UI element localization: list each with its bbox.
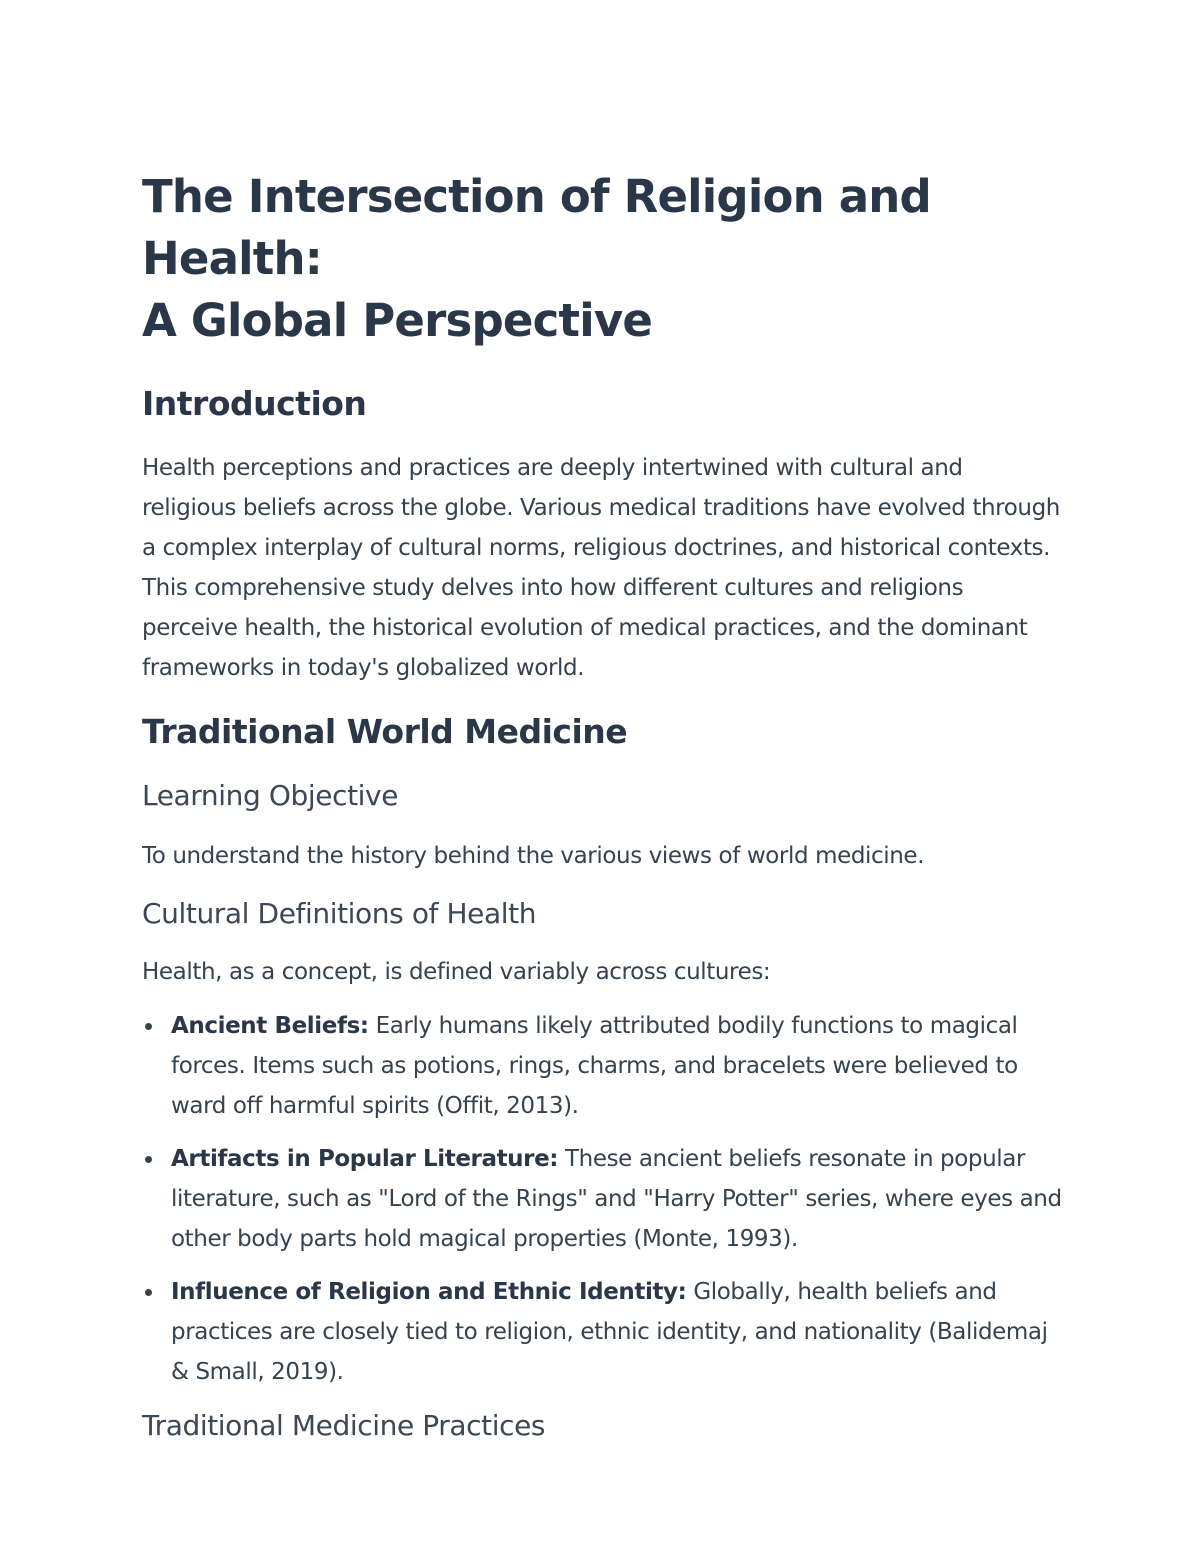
introduction-paragraph: Health perceptions and practices are deeply intertwined with cultural and religious beliefs across the globe. Various medical traditions have evolved through a complex interplay of cultural norms, religious doctrines, and historical contexts. This comprehensive study delves into how different cultures and religions perceive health, the historical evolution of medical practices, and the dominant frameworks in today's globalized world. [142,455,1060,681]
list-item [171,1272,1062,1392]
list-item-term: Artifacts in Popular Literature: [171,1146,559,1172]
learning-objective-text: To understand the history behind the various views of world medicine. [142,843,925,869]
list-item [171,1006,1062,1126]
list-item-text: Globally, health beliefs and practices are closely tied to religion, ethnic identity, and nationality (Balidemaj & Small, 2019). [171,1279,1048,1385]
list-item-text: Early humans likely attributed bodily functions to magical forces. Items such as potions, rings, charms, and bracelets were believed to ward off harmful spirits (Offit, 2013). [171,1013,1018,1119]
traditional-practices-heading: Traditional Medicine Practices [142,1409,546,1442]
introduction-heading: Introduction [142,384,367,423]
bullet-icon [145,1289,152,1296]
cultural-definitions-list [142,1006,1062,1392]
cultural-definitions-heading: Cultural Definitions of Health [142,897,537,930]
traditional-world-medicine-heading: Traditional World Medicine [142,712,628,751]
document-title [142,166,1062,352]
list-item-text: These ancient beliefs resonate in popular literature, such as "Lord of the Rings" and "Harry Potter" series, where eyes and other body parts hold magical properties (Monte, 1993). [171,1146,1062,1252]
learning-objective-heading: Learning Objective [142,779,399,812]
document-page [142,166,1062,1446]
bullet-icon [145,1156,152,1163]
cultural-definitions-intro: Health, as a concept, is defined variably across cultures: [142,959,771,985]
document-title-line-1: The Intersection of Religion and Health: [142,170,931,285]
bullet-icon [145,1023,152,1030]
document-title-line-2: A Global Perspective [142,294,653,347]
list-item [171,1139,1062,1259]
list-item-term: Ancient Beliefs: [171,1013,369,1039]
list-item-term: Influence of Religion and Ethnic Identity: [171,1279,687,1305]
